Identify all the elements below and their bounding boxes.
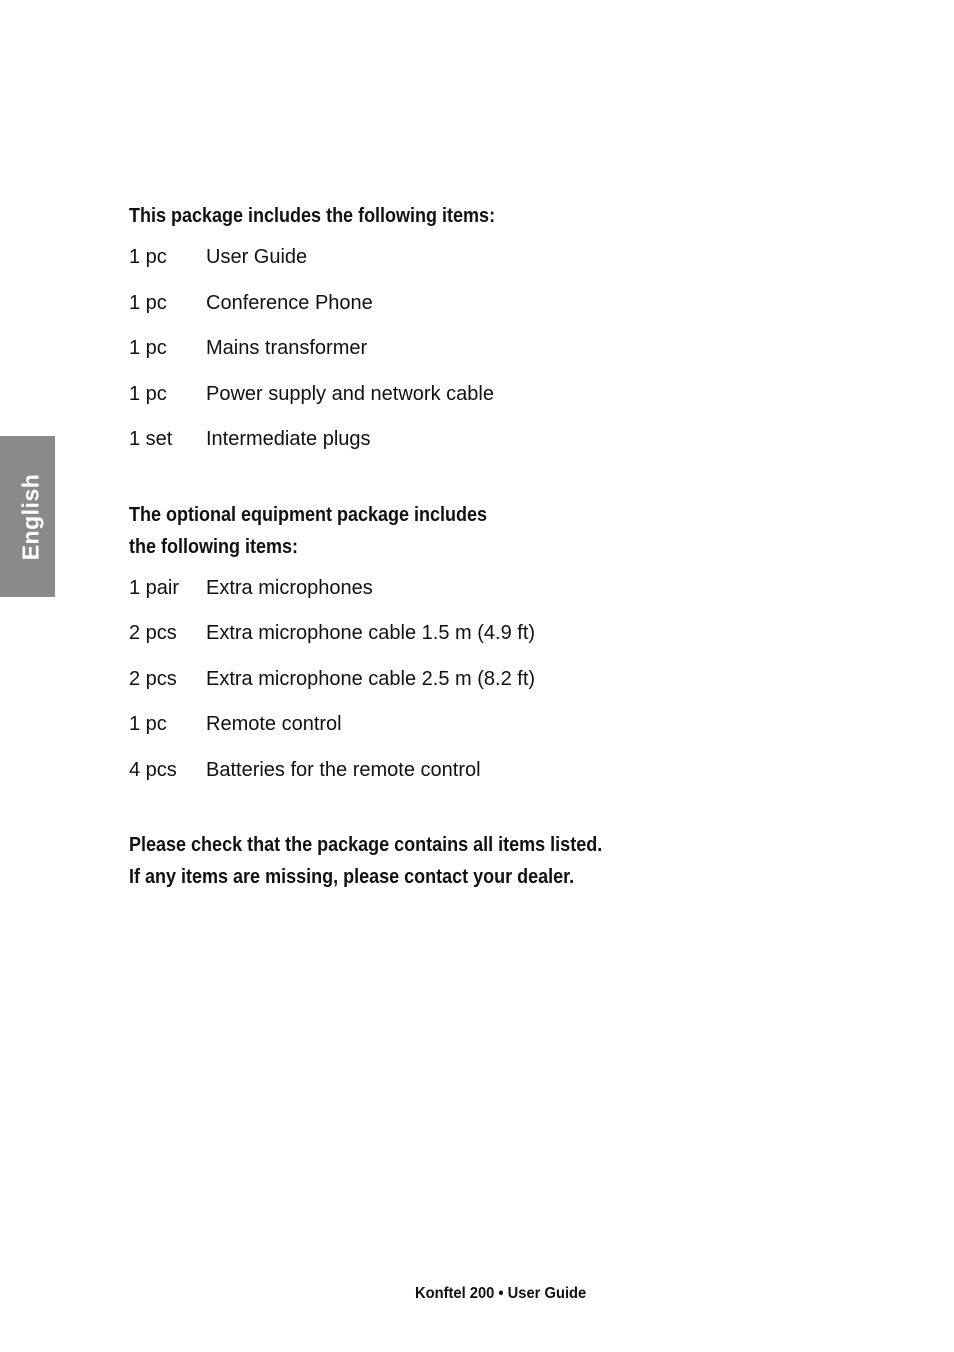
item-quantity: 1 pc: [129, 382, 167, 405]
item-description: User Guide: [206, 246, 308, 268]
item-description: Batteries for the remote control: [206, 758, 481, 781]
list-item: [129, 611, 829, 657]
item-description: Mains transformer: [206, 337, 368, 359]
package-contents-section: [129, 200, 829, 463]
item-quantity: 1 set: [129, 428, 173, 450]
item-description: Remote control: [206, 713, 342, 735]
list-item: [129, 566, 829, 612]
optional-heading-line-2: the following items:: [129, 535, 299, 558]
item-quantity: 1 pc: [129, 713, 167, 735]
list-item: [129, 326, 829, 372]
optional-heading-line-1: The optional equipment package includes: [129, 503, 488, 526]
optional-equipment-heading: [129, 499, 759, 563]
check-notice-line-2: If any items are missing, please contact your dealer.: [129, 866, 575, 888]
item-quantity: 1 pc: [129, 337, 167, 359]
list-item: [129, 417, 829, 463]
list-item: [129, 235, 829, 281]
item-quantity: 2 pcs: [129, 622, 177, 644]
list-item: [129, 748, 829, 794]
list-item: [129, 281, 829, 327]
package-items-list: [129, 235, 829, 463]
item-quantity: 1 pair: [129, 576, 180, 599]
item-description: Intermediate plugs: [206, 428, 371, 450]
check-notice: [129, 829, 759, 893]
optional-equipment-section: [129, 499, 829, 794]
list-item: [129, 372, 829, 418]
item-description: Extra microphone cable 1.5 m (4.9 ft): [206, 622, 536, 644]
item-description: Conference Phone: [206, 291, 373, 314]
item-quantity: 4 pcs: [129, 758, 177, 781]
page-footer: Konftel 200 • User Guide: [415, 1285, 587, 1302]
item-description: Extra microphones: [206, 576, 373, 599]
check-notice-section: [129, 829, 829, 893]
language-tab-label: English: [17, 473, 44, 561]
package-contents-heading: This package includes the following items:: [129, 205, 496, 227]
item-quantity: 1 pc: [129, 291, 167, 314]
page-content: [129, 200, 829, 893]
list-item: [129, 657, 829, 703]
optional-items-list: [129, 566, 829, 794]
item-description: Power supply and network cable: [206, 382, 494, 405]
check-notice-line-1: Please check that the package contains all items listed.: [129, 834, 603, 856]
item-quantity: 1 pc: [129, 246, 167, 268]
list-item: [129, 702, 829, 748]
item-description: Extra microphone cable 2.5 m (8.2 ft): [206, 667, 536, 690]
item-quantity: 2 pcs: [129, 667, 177, 690]
